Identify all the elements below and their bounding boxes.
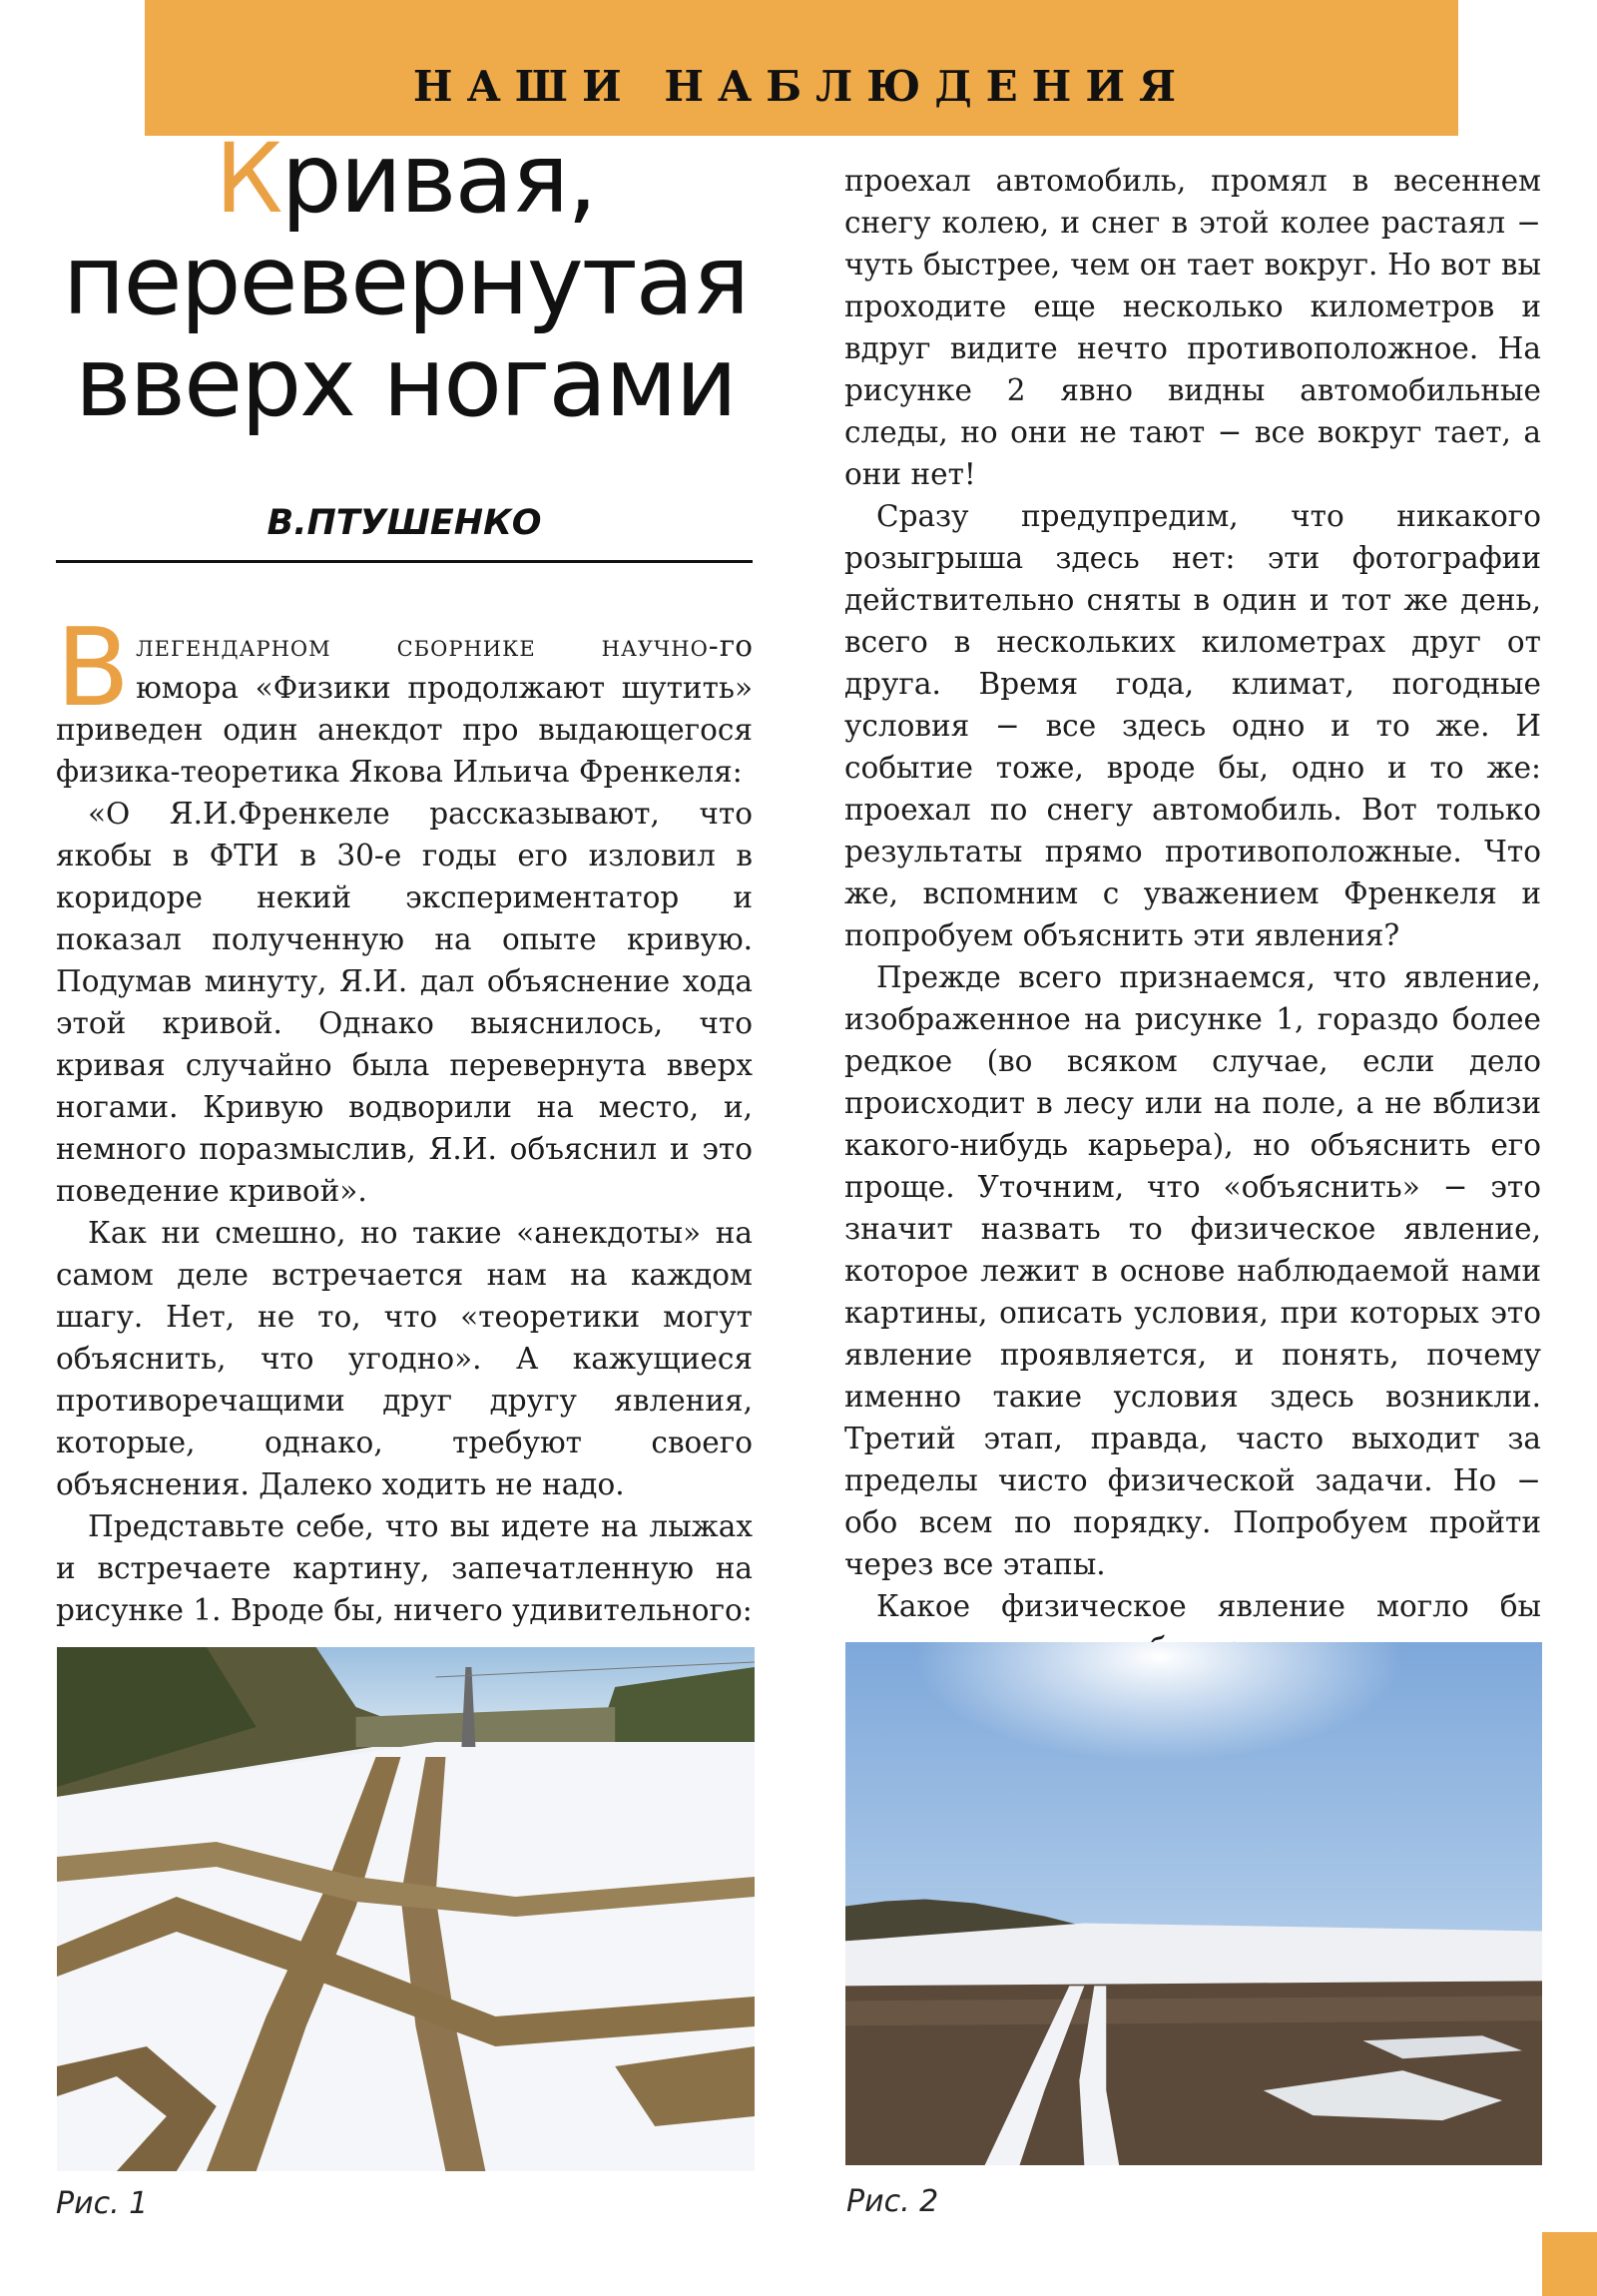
left-paragraph-4: Представьте себе, что вы идете на лыжах и встречаете картину, запечатленную на рисунке 1. Вроде бы, ничего удивительного:: [56, 1509, 753, 1627]
left-paragraph-1: [56, 606, 753, 793]
article-author: В.ПТУШЕНКО: [266, 503, 542, 543]
title-initial-letter: К: [215, 123, 281, 235]
section-header-band: [145, 0, 1458, 136]
drop-cap: В: [56, 606, 131, 731]
right-text-column: [844, 160, 1541, 1669]
author-divider: [56, 560, 753, 563]
title-line-1: ривая,: [280, 123, 596, 235]
right-paragraph-3: Прежде всего признаемся, что явление, изображенное на рисунке 1, гораздо более редкое (во всяком случае, если дело происходит в лесу или на поле, а не вблизи какого-нибудь карьера), но объяснить его проще. Уточним, что «объяснить» − это значит назвать то физическое явление, которое лежит в основе наблюдаемой нами картины, описать условия, при которых это явление проявляется, и понять, почему именно такие условия здесь возникли. Третий этап, правда, часто выходит за пределы чисто физической задачи. Но − обо всем по порядку. Попробуем пройти через все этапы.: [844, 960, 1541, 1581]
lead-in-smallcaps: легендарном сборнике научно-: [136, 629, 720, 663]
article-title: [56, 123, 755, 438]
figure-2-illustration: [845, 1642, 1542, 2165]
left-paragraph-3: Как ни смешно, но такие «анекдоты» на самом деле встречается нам на каждом шагу. Нет, не то, что «теоретики могут объяснить, что угодно». А кажущиеся противоречащими друг другу явления, которые, однако, требуют своего объяснения. Далеко ходить не надо.: [56, 1216, 753, 1501]
figure-1-photo: [57, 1647, 755, 2171]
right-paragraph-4: Какое физическое явление могло бы: [876, 1589, 1541, 1623]
left-paragraph-2: «О Я.И.Френкеле рассказывают, что якобы в ФТИ в 30-е годы его изловил в коридоре некий экспериментатор и показал полученную на опыте кривую. Подумав минуту, Я.И. дал объяснение хода этой кривой. Однако выяснилось, что кривая случайно была перевернута вверх ногами. Кривую водворили на место, и, немного поразмыслив, Я.И. объяснил и это поведение кривой».: [56, 797, 753, 1208]
figure-2-caption: Рис. 2: [846, 2184, 939, 2219]
page-corner-tab: [1542, 2232, 1597, 2296]
right-paragraph-2: Сразу предупредим, что никакого розыгрыша здесь нет: эти фотографии действительно сняты в один и тот же день, всего в нескольких километрах друг от друга. Время года, климат, погодные условия − все здесь одно и то же. И событие тоже, вроде бы, одно и то же: проехал по снегу автомобиль. Вот только результаты прямо противоположные. Что же, вспомним с уважением Френкеля и попробуем объяснить эти явления?: [844, 499, 1541, 952]
left-text-column: [56, 606, 753, 1631]
figure-2-photo: [845, 1642, 1542, 2165]
left-paragraph-1-text: го юмора «Физики продолжают шутить» приведен один анекдот про выдающегося физика-теоретика Якова Ильича Френкеля:: [56, 629, 753, 789]
title-line-2: перевернутая: [62, 225, 749, 336]
section-title: НАШИ НАБЛЮДЕНИЯ: [412, 61, 1191, 111]
figure-1-caption: Рис. 1: [56, 2186, 149, 2221]
title-line-3: вверх ногами: [74, 326, 737, 438]
figure-1-illustration: [57, 1647, 755, 2171]
right-paragraph-1: проехал автомобиль, промял в весеннем снегу колею, и снег в этой колее растаял − чуть быстрее, чем он тает вокруг. Но вот вы проходите еще несколько километров и вдруг видите нечто противоположное. На рисунке 2 явно видны автомобильные следы, но они не тают − все вокруг тает, а они нет!: [844, 164, 1541, 491]
